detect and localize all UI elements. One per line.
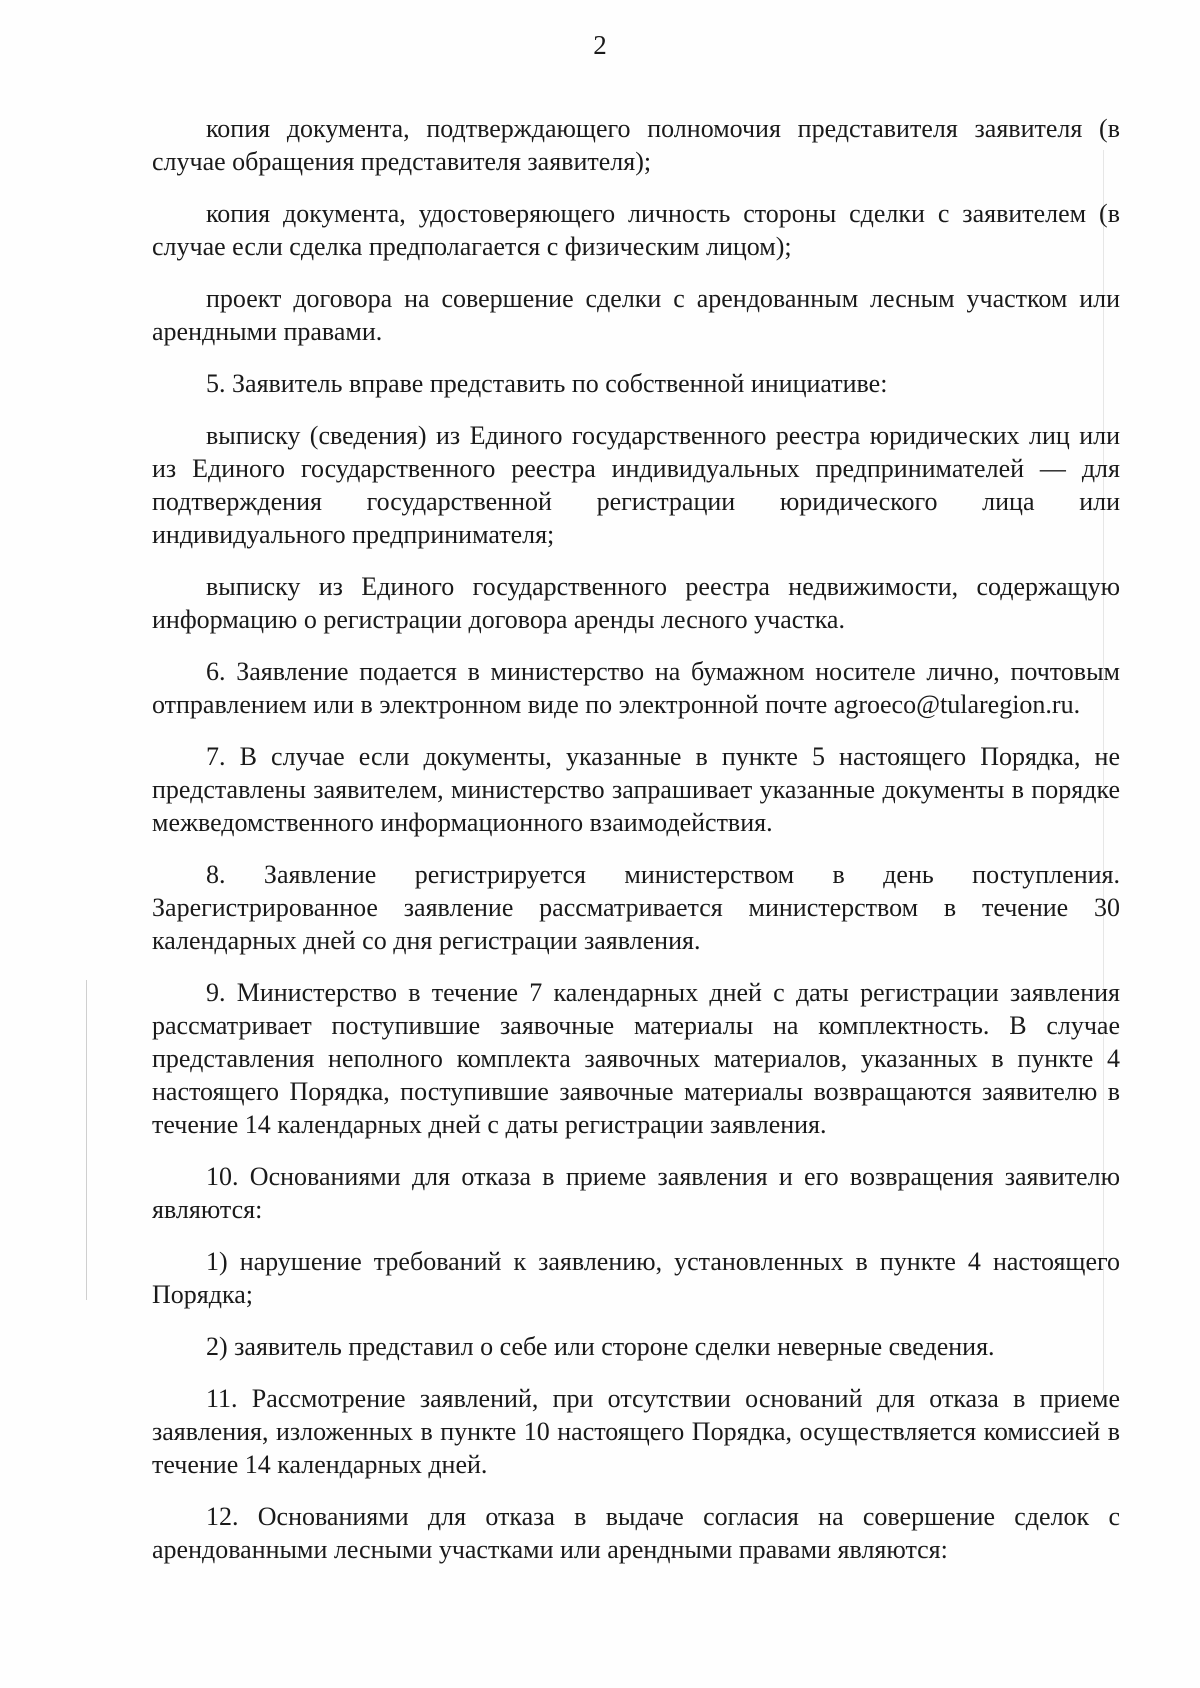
paragraph: выписку из Единого государственного реестра недвижимости, содержащую информацию о регистрации договора аренды лесного участка.: [152, 572, 1120, 634]
paragraph: копия документа, подтверждающего полномочия представителя заявителя (в случае обращения представителя заявителя);: [152, 114, 1120, 176]
paragraph: 8. Заявление регистрируется министерством в день поступления. Зарегистрированное заявление рассматривается министерством в течение 30 календарных дней со дня регистрации заявления.: [152, 860, 1120, 955]
paragraph: 9. Министерство в течение 7 календарных дней с даты регистрации заявления рассматривает поступившие заявочные материалы на комплектность. В случае представления неполного комплекта заявочных материалов, указанных в пункте 4 настоящего Порядка, поступившие заявочные материалы возвращаются заявителю в течение 14 календарных дней с даты регистрации заявления.: [152, 978, 1120, 1139]
paragraph: проект договора на совершение сделки с арендованным лесным участком или арендными правами.: [152, 284, 1120, 346]
paragraph: выписку (сведения) из Единого государственного реестра юридических лиц или из Единого государственного реестра индивидуальных предпринимателей — для подтверждения государственной регистрации юридического лица или индивидуального предпринимателя;: [152, 421, 1120, 549]
document-body: [152, 112, 1120, 1566]
paragraph: 2) заявитель представил о себе или стороне сделки неверные сведения.: [206, 1332, 995, 1361]
page-number: 2: [593, 30, 607, 60]
paragraph: 10. Основаниями для отказа в приеме заявления и его возвращения заявителю являются:: [152, 1162, 1120, 1224]
paragraph: 1) нарушение требований к заявлению, установленных в пункте 4 настоящего Порядка;: [152, 1247, 1120, 1309]
paragraph: 12. Основаниями для отказа в выдаче согласия на совершение сделок с арендованными лесными участками или арендными правами являются:: [152, 1502, 1120, 1564]
paragraph: 7. В случае если документы, указанные в пункте 5 настоящего Порядка, не представлены заявителем, министерство запрашивает указанные документы в порядке межведомственного информационного взаимодействия.: [152, 742, 1120, 837]
paragraph: копия документа, удостоверяющего личность стороны сделки с заявителем (в случае если сделка предполагается с физическим лицом);: [152, 199, 1120, 261]
paragraph: 5. Заявитель вправе представить по собственной инициативе:: [206, 369, 888, 398]
scan-artifact-line: [86, 980, 87, 1300]
paragraph: 11. Рассмотрение заявлений, при отсутствии оснований для отказа в приеме заявления, изложенных в пункте 10 настоящего Порядка, осуществляется комиссией в течение 14 календарных дней.: [152, 1384, 1120, 1479]
paragraph: 6. Заявление подается в министерство на бумажном носителе лично, почтовым отправлением или в электронном виде по электронной почте agroeco@tularegion.ru.: [152, 657, 1120, 719]
